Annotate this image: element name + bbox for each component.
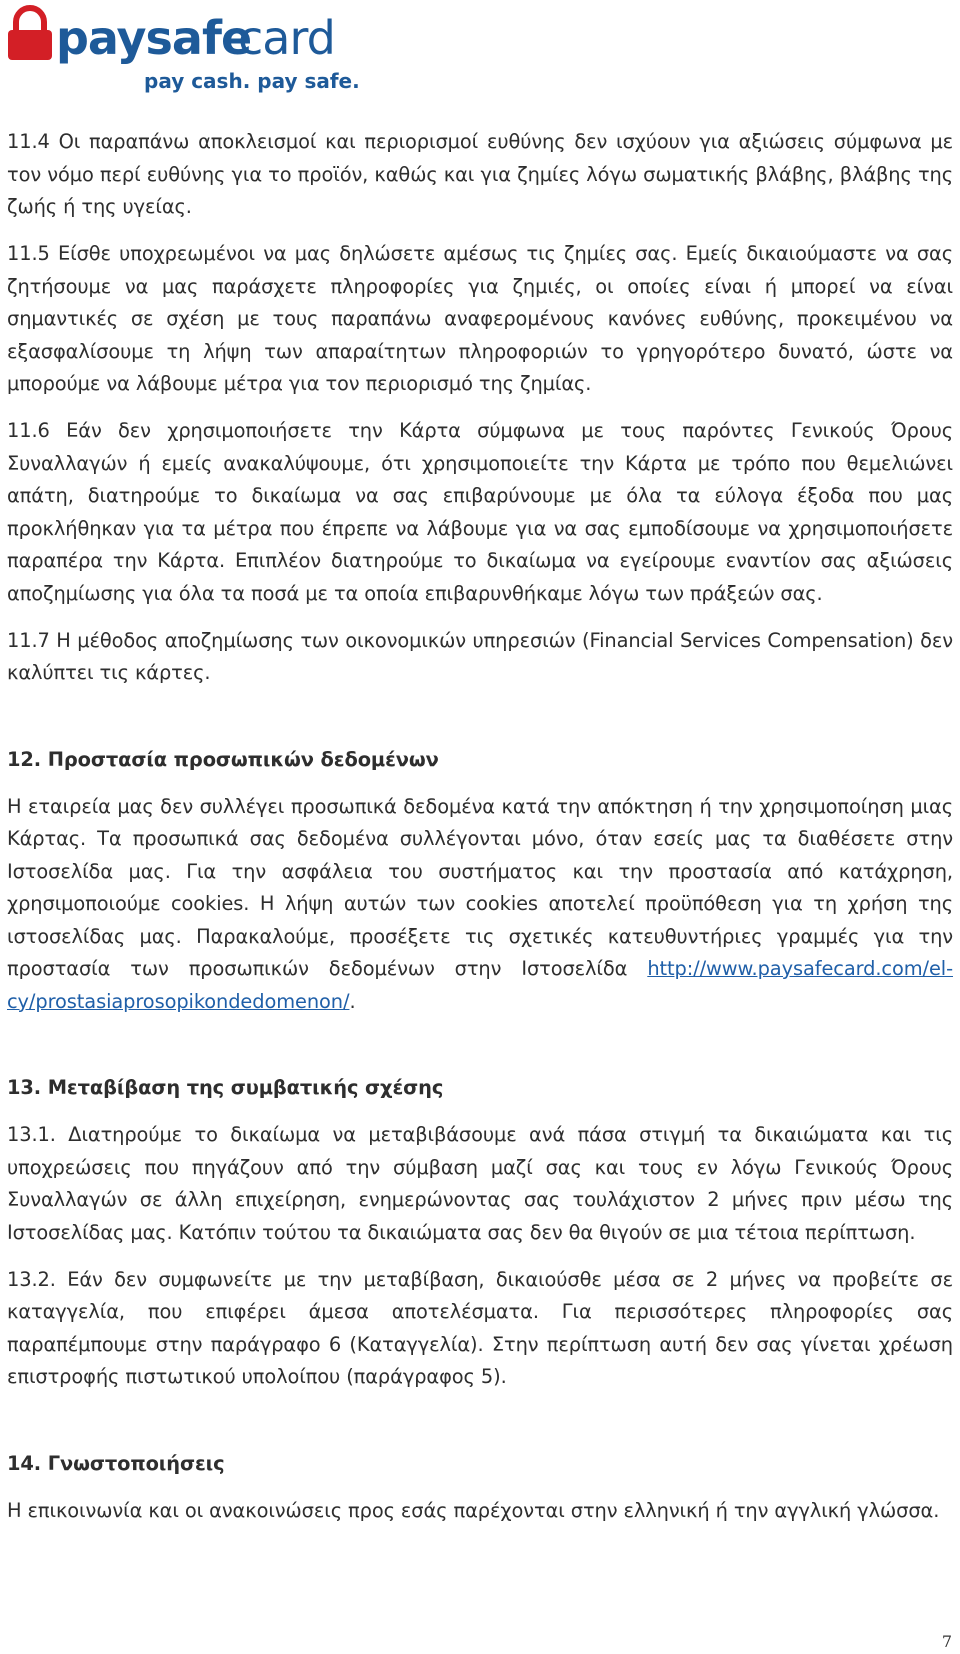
section-number: 14. xyxy=(7,1451,42,1475)
section-number: 12. xyxy=(7,747,42,771)
paragraph-11-5: 11.5 Είσθε υποχρεωμένοι να μας δηλώσετε αμέσως τις ζημίες σας. Εμείς δικαιούμαστε να σας ζητήσουμε να μας παράσχετε πληροφορίες για ζημιές, οι οποίες είναι ή μπορεί να είναι σημαντικές σε σχέση με τους παραπάνω αναφερομένους κανόνες ευθύνης, προκειμένου να εξασφαλίσουμε τη λήψη των απαραίτητων πληροφοριών το γρηγορότερο δυνατό, ώστε να μπορούμε να λάβουμε μέτρα για τον περιορισμό της ζημίας. xyxy=(7,242,953,395)
section-title: Γνωστοποιήσεις xyxy=(47,1451,225,1475)
paragraph-12 xyxy=(7,791,953,1019)
paysafecard-logo xyxy=(6,2,366,98)
logo-graphic xyxy=(6,2,366,98)
document-body xyxy=(7,126,953,1542)
privacy-link[interactable]: http://www.paysafecard.com/el-cy/prostasiaprosopikondedomenon/ xyxy=(7,957,953,1013)
paragraph-12-end: . xyxy=(349,989,356,1013)
padlock-icon xyxy=(8,8,52,60)
section-heading-12 xyxy=(7,744,953,777)
brand-text-main: paysafe xyxy=(56,11,252,65)
page-number: 7 xyxy=(941,1632,952,1651)
section-heading-13 xyxy=(7,1072,953,1105)
paragraph-12-text: Η εταιρεία μας δεν συλλέγει προσωπικά δεδομένα κατά την απόκτηση ή την χρησιμοποίηση μιας Κάρτας. Τα προσωπικά σας δεδομένα συλλέγονται μόνο, όταν εσείς μας τα διαθέσετε στην Ιστοσελίδα μας. Για την ασφάλεια του συστήματος και την προστασία από κατάχρηση, χρησιμοποιούμε cookies. Η λήψη αυτών των cookies αποτελεί προϋπόθεση για τη χρήση της ιστοσελίδας μας. Παρακαλούμε, προσέξετε τις σχετικές κατευθυντήριες γραμμές για την προστασία των προσωπικών δεδομένων στην Ιστοσελίδα xyxy=(7,794,953,980)
paragraph-13-2: 13.2. Εάν δεν συμφωνείτε με την μεταβίβαση, δικαιούσθε μέσα σε 2 μήνες να προβείτε σε καταγγελία, που επιφέρει άμεσα αποτελέσματα. Για περισσότερες πληροφορίες σας παραπέμπουμε στην παράγραφο 6 (Καταγγελία). Στην περίπτωση αυτή δεν σας γίνεται χρέωση επιστροφής πιστωτικού υπολοίπου (παράγραφος 5). xyxy=(7,1267,953,1388)
brand-tagline: pay cash. pay safe. xyxy=(144,69,360,93)
brand-text-light: card xyxy=(238,11,335,65)
section-title: Μεταβίβαση της συμβατικής σχέσης xyxy=(47,1076,444,1099)
paragraph-13-1: 13.1. Διατηρούμε το δικαίωμα να μεταβιβάσουμε ανά πάσα στιγμή τα δικαιώματα και τις υποχρεώσεις που πηγάζουν από την σύμβαση μαζί σας και τους εν λόγω Γενικούς Όρους Συναλλαγών σε άλλη επιχείρηση, ενημερώνοντας σας τουλάχιστον 2 μήνες πριν μέσω της Ιστοσελίδας μας. Κατόπιν τούτου τα δικαιώματα σας δεν θα θιγούν σε μια τέτοια περίπτωση. xyxy=(7,1123,953,1244)
paragraph-11-4: 11.4 Οι παραπάνω αποκλεισμοί και περιορισμοί ευθύνης δεν ισχύουν για αξιώσεις σύμφωνα με τον νόμο περί ευθύνης για το προϊόν, καθώς και για ζημίες λόγω σωματικής βλάβης, βλάβης της ζωής ή της υγείας. xyxy=(7,130,953,218)
paragraph-14: Η επικοινωνία και οι ανακοινώσεις προς εσάς παρέχονται στην ελληνική ή την αγγλική γλώσσα. xyxy=(7,1498,940,1522)
paragraph-11-7: 11.7 Η μέθοδος αποζημίωσης των οικονομικών υπηρεσιών (Financial Services Compensation) δεν καλύπτει τις κάρτες. xyxy=(7,628,953,684)
section-number: 13. xyxy=(7,1076,42,1099)
paragraph-11-6: 11.6 Εάν δεν χρησιμοποιήσετε την Κάρτα σύμφωνα με τους παρόντες Γενικούς Όρους Συναλλαγών ή εμείς ανακαλύψουμε, ότι χρησιμοποιείτε την Κάρτα με τρόπο που θεμελιώνει απάτη, διατηρούμε το δικαίωμα να σας επιβαρύνουμε με όλα τα εύλογα έξοδα που μας προκλήθηκαν για τα μέτρα που έπρεπε να λάβουμε για να σας εμποδίσουμε να χρησιμοποιήσετε παραπέρα την Κάρτα. Επιπλέον διατηρούμε το δικαίωμα να εγείρουμε εναντίον σας αξιώσεις αποζημίωσης για όλα τα ποσά με τα οποία επιβαρυνθήκαμε λόγω των πράξεών σας. xyxy=(7,419,953,605)
section-heading-14 xyxy=(7,1448,953,1481)
section-title: Προστασία προσωπικών δεδομένων xyxy=(47,747,439,771)
